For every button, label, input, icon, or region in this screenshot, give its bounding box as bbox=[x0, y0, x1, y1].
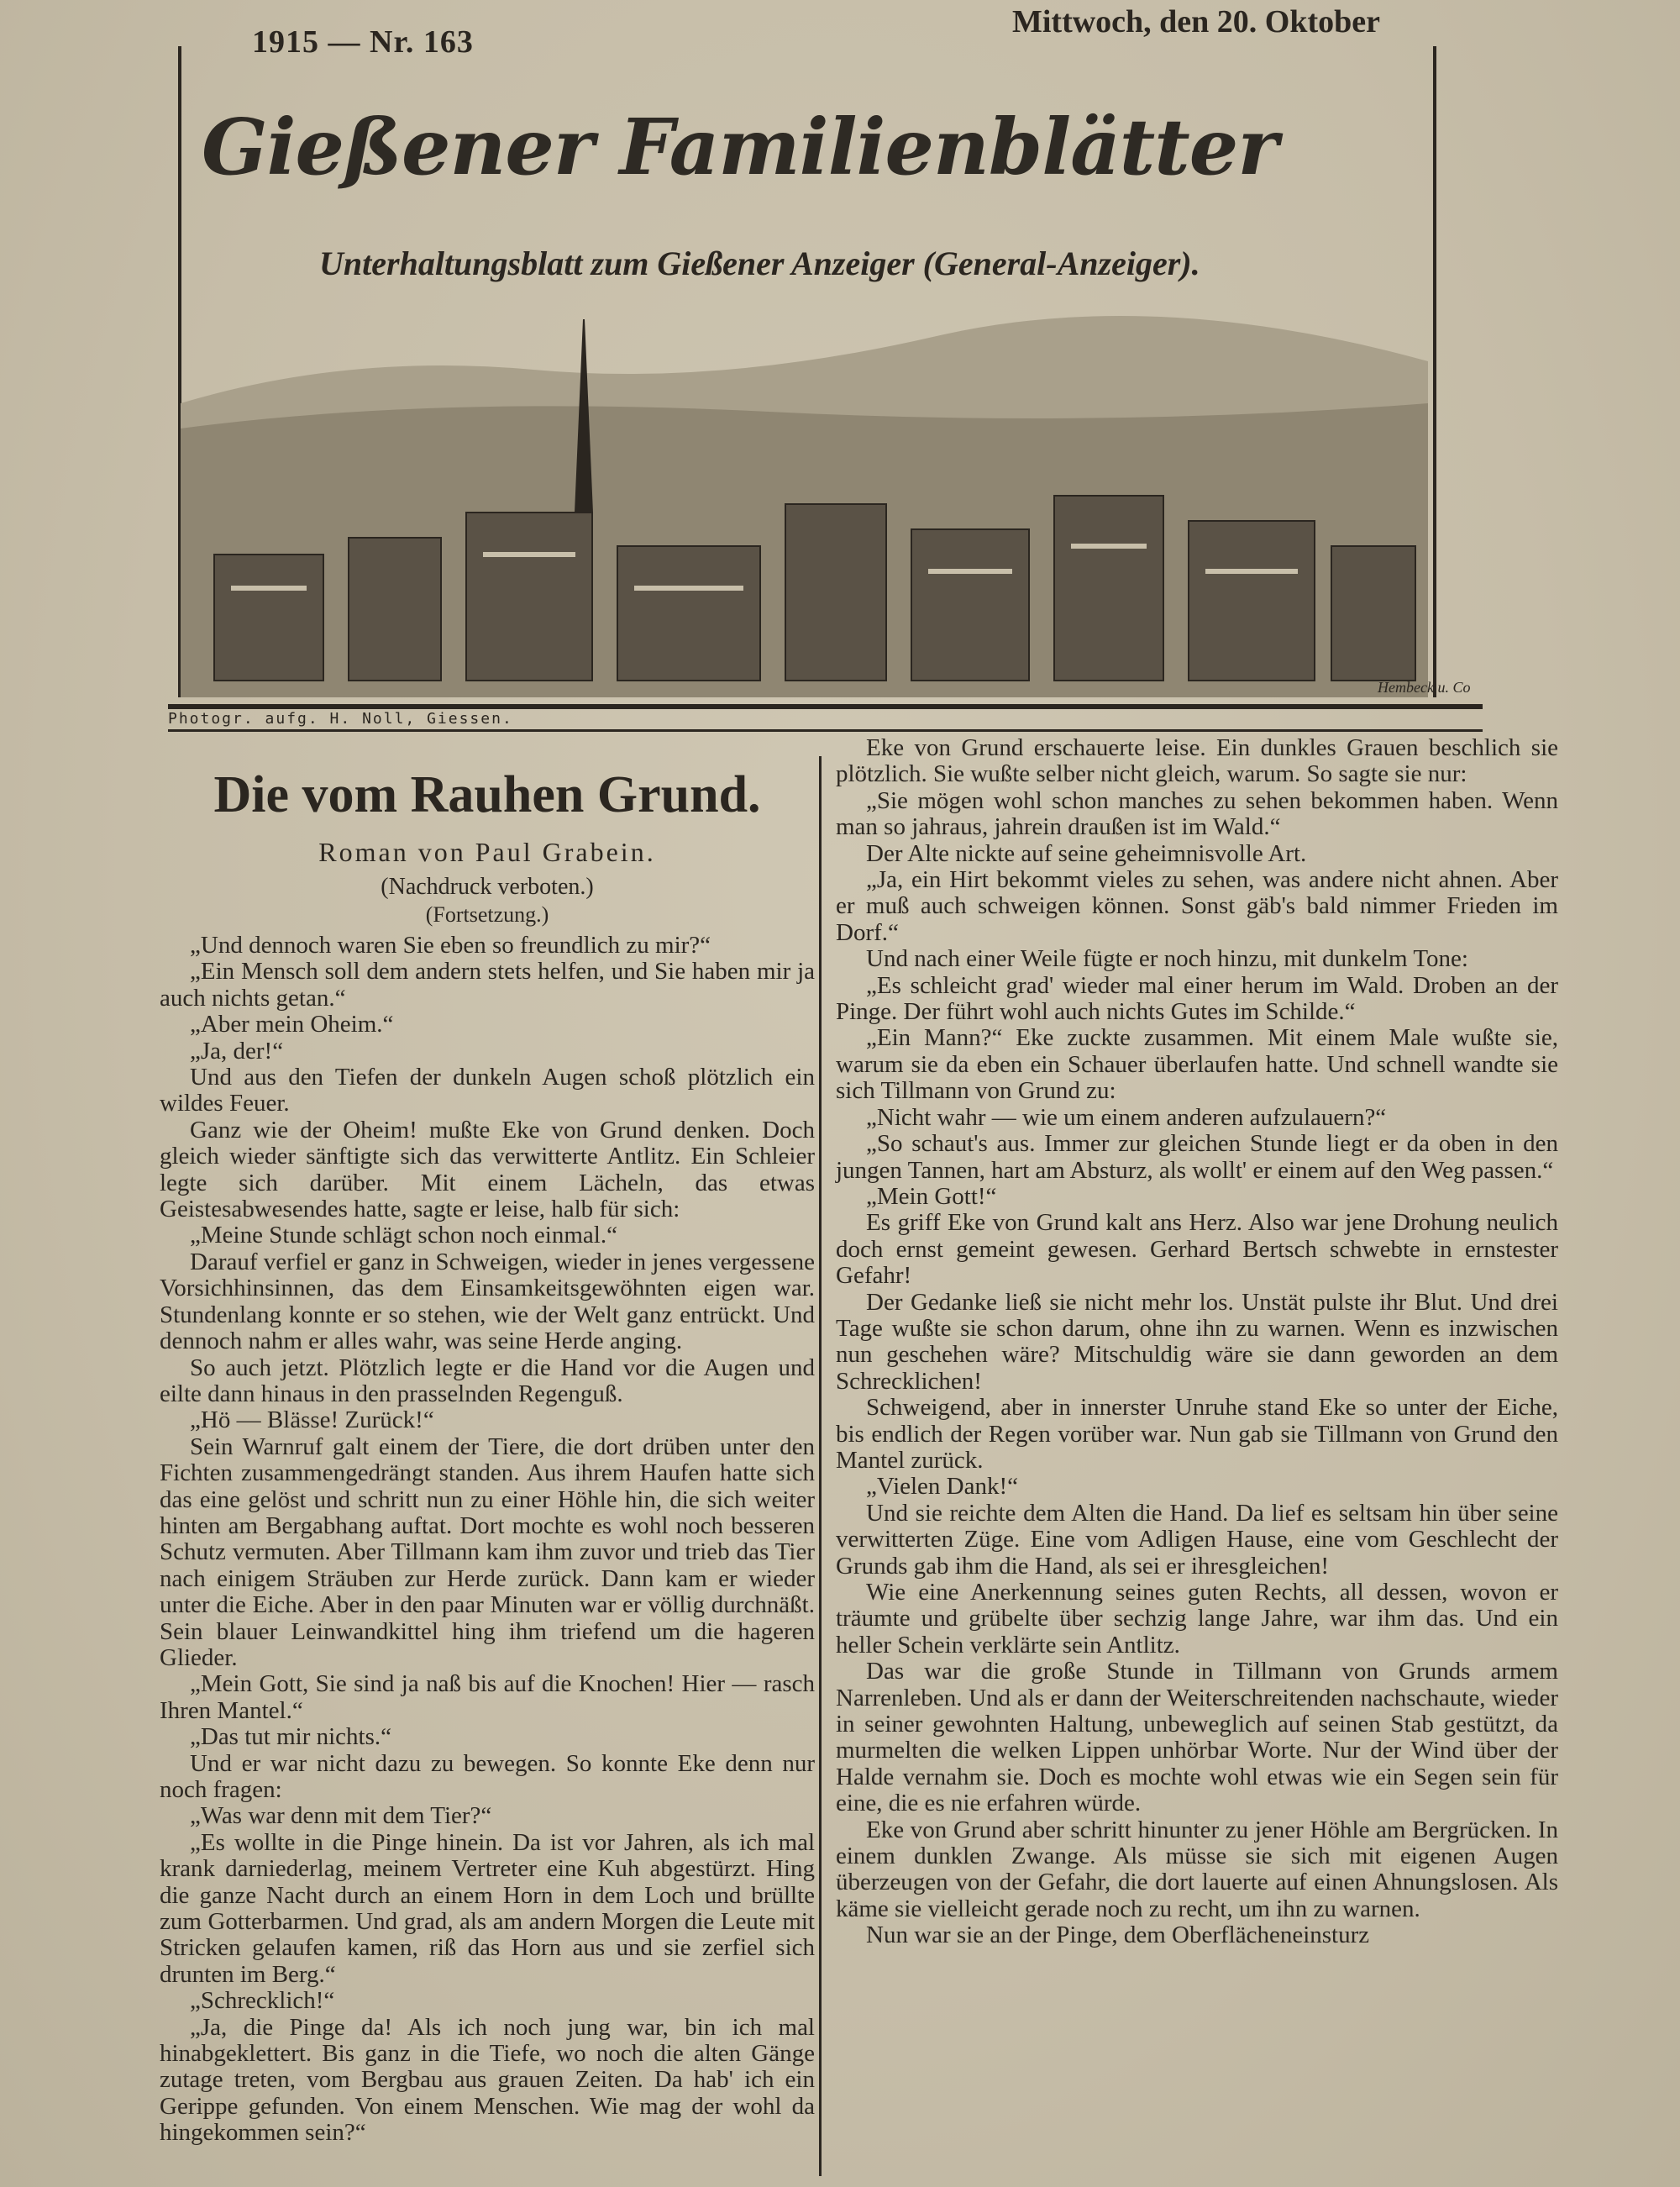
paragraph: Eke von Grund erschauerte leise. Ein dunkles Grauen beschlich sie plötzlich. Sie wußte selber nicht gleich, warum. So sagte sie nur: bbox=[836, 734, 1558, 788]
masthead-title: Gießener Familienblätter bbox=[202, 102, 1278, 192]
article-byline: Roman von Paul Grabein. bbox=[318, 837, 656, 867]
paragraph: Wie eine Anerkennung seines guten Rechts, all dessen, wovon er träumte und grübelte über sechzig lange Jahre, war ihm das. Und ein heller Schein verklärte sein Antlitz. bbox=[836, 1579, 1558, 1659]
paragraph: „Mein Gott!“ bbox=[866, 1182, 997, 1210]
paragraph: „So schaut's aus. Immer zur gleichen Stunde liegt er da oben in den jungen Tannen, hart am Absturz, als wollt' er einem auf den Weg passen.“ bbox=[836, 1130, 1558, 1184]
paragraph: Ganz wie der Oheim! mußte Eke von Grund denken. Doch gleich wieder sänftigte sich das verwitterte Antlitz. Ein Schleier legte sich darüber. Mit einem Lächeln, das etwas Geistesabwesendes hatte, sagte er leise, halb für sich: bbox=[160, 1116, 815, 1223]
paragraph: „Nicht wahr — wie um einem anderen aufzulauern?“ bbox=[866, 1103, 1387, 1131]
paragraph: „Und dennoch waren Sie eben so freundlich zu mir?“ bbox=[190, 932, 711, 959]
paragraph: Das war die große Stunde in Tillmann von Grunds armem Narrenleben. Und als er dann der Weiterschreitenden nachschaute, wieder in seiner gewohnten Haltung, unbeweglich auf seinen Stab gestützt, da murmelten die welken Lippen unhörbar Worte. Nur der Wind über der Halde vernahm sie. Doch es mochte wohl etwas wie ein Segen sein für eine, die es nie erfahren würde. bbox=[836, 1658, 1558, 1817]
paragraph: „Sie mögen wohl schon manches zu sehen bekommen haben. Wenn man so jahraus, jahrein draußen ist im Wald.“ bbox=[836, 786, 1558, 841]
paragraph: „Es schleicht grad' wieder mal einer herum im Wald. Droben an der Pinge. Der führt wohl auch nichts Gutes im Schilde.“ bbox=[836, 971, 1558, 1026]
paragraph: „Ein Mann?“ Eke zuckte zusammen. Mit einem Male wußte sie, warum sie da eben ein Schauer überlaufen hatte. Und schnell wandte sie sich Tillmann von Grund zu: bbox=[836, 1024, 1558, 1105]
paragraph: Und nach einer Weile fügte er noch hinzu, mit dunkelm Tone: bbox=[866, 945, 1468, 973]
paragraph: Darauf verfiel er ganz in Schweigen, wieder in jenes vergessene Vorsichhinsinnen, das dem Einsamkeitsgewöhnten eigen war. Stundenlang konnte er so stehen, wie der Welt ganz entrückt. Und dennoch nahm er alles wahr, was seine Herde anging. bbox=[160, 1248, 815, 1355]
paragraph: „Ja, ein Hirt bekommt vieles zu sehen, was andere nicht ahnen. Aber er muß auch schweigen können. Sonst gäb's bald nimmer Frieden im Dorf.“ bbox=[836, 866, 1558, 946]
paragraph: Und sie reichte dem Alten die Hand. Da lief es seltsam hin über seine verwitterten Züge. Eine vom Adligen Hause, eine vom Geschlecht der Grunds gab ihm die Hand, als sei er ihresgleichen! bbox=[836, 1499, 1558, 1580]
paragraph: Schweigend, aber in innerster Unruhe stand Eke so unter der Eiche, bis endlich der Regen vorüber war. Nun gab sie Tillmann von Grund den Mantel zurück. bbox=[836, 1394, 1558, 1474]
issue-date: Mittwoch, den 20. Oktober bbox=[1012, 4, 1381, 39]
column-divider bbox=[819, 756, 822, 2176]
paragraph: „Vielen Dank!“ bbox=[866, 1473, 1019, 1501]
paragraph: „Hö — Blässe! Zurück!“ bbox=[190, 1406, 434, 1434]
masthead-rule bbox=[168, 729, 1483, 732]
paragraph: „Ja, der!“ bbox=[190, 1037, 284, 1065]
paragraph: „Mein Gott, Sie sind ja naß bis auf die Knochen! Hier — rasch Ihren Mantel.“ bbox=[160, 1670, 815, 1724]
paragraph: „Ein Mensch soll dem andern stets helfen, und Sie haben mir ja auch nichts getan.“ bbox=[160, 958, 815, 1012]
town-panorama-illustration bbox=[181, 302, 1428, 697]
paragraph: Es griff Eke von Grund kalt ans Herz. Also war jene Drohung neulich doch ernst gemeint gewesen. Gerhard Bertsch schwebte in ernstester Gefahr! bbox=[836, 1209, 1558, 1290]
paragraph: Eke von Grund aber schritt hinunter zu jener Höhle am Bergrücken. In einem dunklen Zwange. Als müsse sie sich mit eigenen Augen überzeugen von der Gefahr, die dort lauerte auf einen Ahnungslosen. Als käme sie vielleicht gerade noch zu recht, um ihn zu warnen. bbox=[836, 1816, 1558, 1922]
photo-credit: Photogr. aufg. H. Noll, Giessen. bbox=[168, 710, 513, 728]
paragraph: „Es wollte in die Pinge hinein. Da ist vor Jahren, als ich mal krank darniederlag, meinem Vertreter eine Kuh abgestürzt. Hing die ganze Nacht durch an einem Horn in dem Loch und brüllte zum Gotterbarmen. Und grad, als am andern Morgen die Leute mit Stricken gelaufen kamen, riß das Horn aus und sie zerfiel sich drunten im Berg.“ bbox=[160, 1828, 815, 1988]
paragraph: Der Alte nickte auf seine geheimnisvolle Art. bbox=[866, 839, 1307, 867]
artist-credit: Hembeck u. Co bbox=[1378, 679, 1471, 696]
paragraph: Und aus den Tiefen der dunkeln Augen schoß plötzlich ein wildes Feuer. bbox=[160, 1064, 815, 1117]
masthead-rule bbox=[168, 704, 1483, 709]
continuation-notice: (Fortsetzung.) bbox=[425, 902, 549, 927]
paragraph: „Was war denn mit dem Tier?“ bbox=[190, 1802, 492, 1830]
right-column bbox=[836, 735, 1558, 1949]
issue-number: 1915 — Nr. 163 bbox=[252, 24, 474, 60]
left-column bbox=[160, 933, 815, 2147]
paragraph: Sein Warnruf galt einem der Tiere, die dort drüben unter den Fichten zusammengedrängt standen. Aus ihrem Haufen hatte sich das eine gelöst und schritt nun zu einer Höhle hin, die sich weiter hinten am Bergabhang auftat. Dort mochte es wohl noch besseren Schutz vermuten. Aber Tillmann kam ihm zuvor und trieb das Tier nach einigem Sträuben zur Herde zurück. Dann kam er wieder unter die Eiche. Aber in den paar Minuten war er völlig durchnäßt. Sein blauer Leinwandkittel hing ihm triefend um die hageren Glieder. bbox=[160, 1433, 815, 1671]
article-title: Die vom Rauhen Grund. bbox=[213, 766, 761, 823]
masthead-subtitle: Unterhaltungsblatt zum Gießener Anzeiger (General-Anzeiger). bbox=[319, 244, 1200, 282]
paragraph: „Meine Stunde schlägt schon noch einmal.“ bbox=[190, 1222, 617, 1249]
paragraph: Nun war sie an der Pinge, dem Oberflächeneinsturz bbox=[866, 1922, 1370, 1949]
paragraph: So auch jetzt. Plötzlich legte er die Hand vor die Augen und eilte dann hinaus in den prasselnden Regenguß. bbox=[160, 1354, 815, 1407]
paragraph: „Aber mein Oheim.“ bbox=[190, 1011, 394, 1038]
reprint-notice: (Nachdruck verboten.) bbox=[381, 874, 594, 900]
paragraph: „Ja, die Pinge da! Als ich noch jung war, bin ich mal hinabgeklettert. Bis ganz in die Tiefe, wo noch die alten Gänge zutage treten, vom Bergbau aus grauen Zeiten. Da hab' ich ein Gerippe gefunden. Von einem Menschen. Wie mag der wohl da hingekommen sein?“ bbox=[160, 2013, 815, 2147]
paragraph: „Schrecklich!“ bbox=[190, 1987, 335, 2015]
paragraph: Und er war nicht dazu zu bewegen. So konnte Eke denn nur noch fragen: bbox=[160, 1749, 815, 1803]
paragraph: „Das tut mir nichts.“ bbox=[190, 1723, 392, 1751]
paragraph: Der Gedanke ließ sie nicht mehr los. Unstät pulste ihr Blut. Und drei Tage wußte sie schon darum, ohne ihn zu warnen. Wenn es inzwischen nun geschehen wäre? Mitschuldig wäre sie dann geworden an dem Schrecklichen! bbox=[836, 1288, 1558, 1395]
